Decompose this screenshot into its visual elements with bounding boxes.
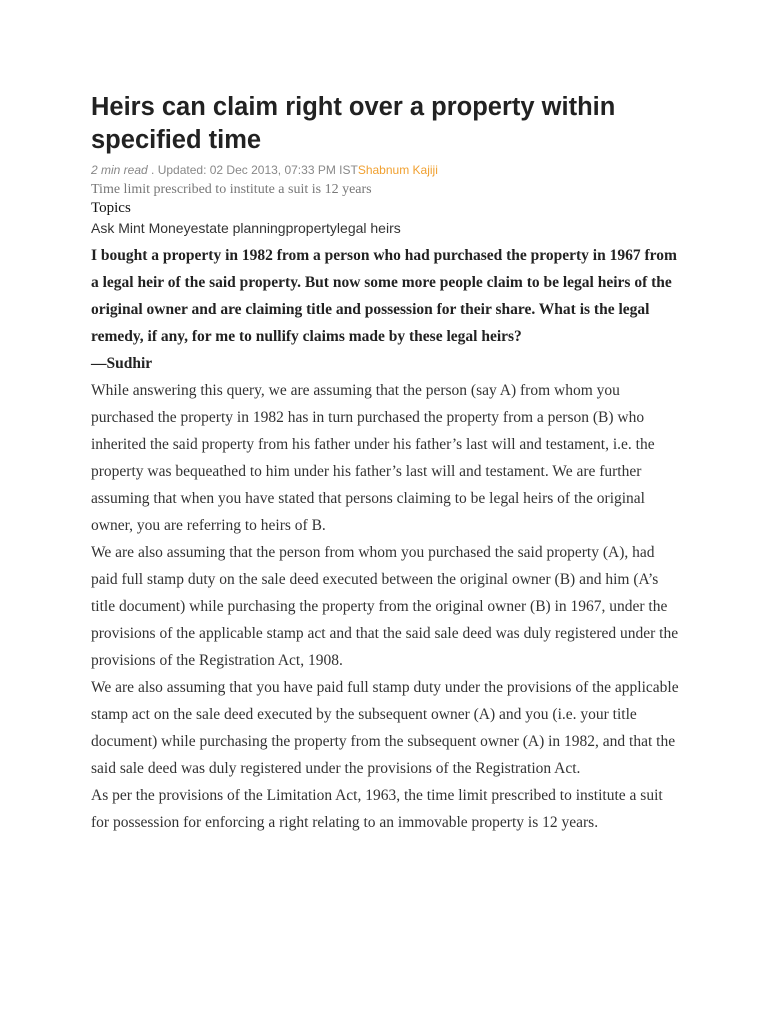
topic-link-property[interactable]: property xyxy=(285,220,337,236)
article-title: Heirs can claim right over a property within specified time xyxy=(91,93,616,154)
topics-heading: Topics xyxy=(91,200,131,216)
article-meta xyxy=(91,162,681,178)
reader-signature: —Sudhir xyxy=(91,355,153,372)
reader-question: I bought a property in 1982 from a person who had purchased the property in 1967 from a legal heir of the said property. But now some more people claim to be legal heirs of the original owner and are claiming title and possession for their share. What is the legal remedy, if any, for me to nullify claims made by these legal heirs? xyxy=(91,247,677,345)
answer-paragraph-4: As per the provisions of the Limitation Act, 1963, the time limit prescribed to institute a suit for possession for enforcing a right relating to an immovable property is 12 years. xyxy=(91,787,663,831)
article-summary: Time limit prescribed to institute a suit is 12 years xyxy=(91,182,372,197)
answer-paragraph-2: We are also assuming that the person from whom you purchased the said property (A), had paid full stamp duty on the sale deed executed between the original owner (B) and him (A’s title document) while purchasing the property from the original owner (B) in 1967, under the provisions of the applicable stamp act and that the said sale deed was duly registered under the provisions of the Registration Act, 1908. xyxy=(91,544,679,669)
author-link[interactable]: Shabnum Kajiji xyxy=(357,163,438,177)
topic-link-estate-planning[interactable]: estate planning xyxy=(190,220,286,236)
topic-link-ask-mint-money[interactable]: Ask Mint Money xyxy=(91,220,191,236)
answer-paragraph-3: We are also assuming that you have paid full stamp duty under the provisions of the applicable stamp act on the sale deed executed by the subsequent owner (A) and you (i.e. your title document) while purchasing the property from the subsequent owner (A) in 1982, and that the said sale deed was duly registered under the provisions of the Registration Act. xyxy=(91,679,679,777)
updated-timestamp: . Updated: 02 Dec 2013, 07:33 PM IST xyxy=(147,163,358,177)
article-content xyxy=(91,91,681,836)
topic-link-legal-heirs[interactable]: legal heirs xyxy=(336,220,401,236)
topics-list xyxy=(91,219,681,237)
answer-paragraph-1: While answering this query, we are assuming that the person (say A) from whom you purchased the property in 1982 has in turn purchased the property from a person (B) who inherited the said property from his father under his father’s last will and testament, i.e. the property was bequeathed to him under his father’s last will and testament. We are further assuming that when you have stated that persons claiming to be legal heirs of the original owner, you are referring to heirs of B. xyxy=(91,382,655,534)
read-time: 2 min read xyxy=(91,163,148,177)
